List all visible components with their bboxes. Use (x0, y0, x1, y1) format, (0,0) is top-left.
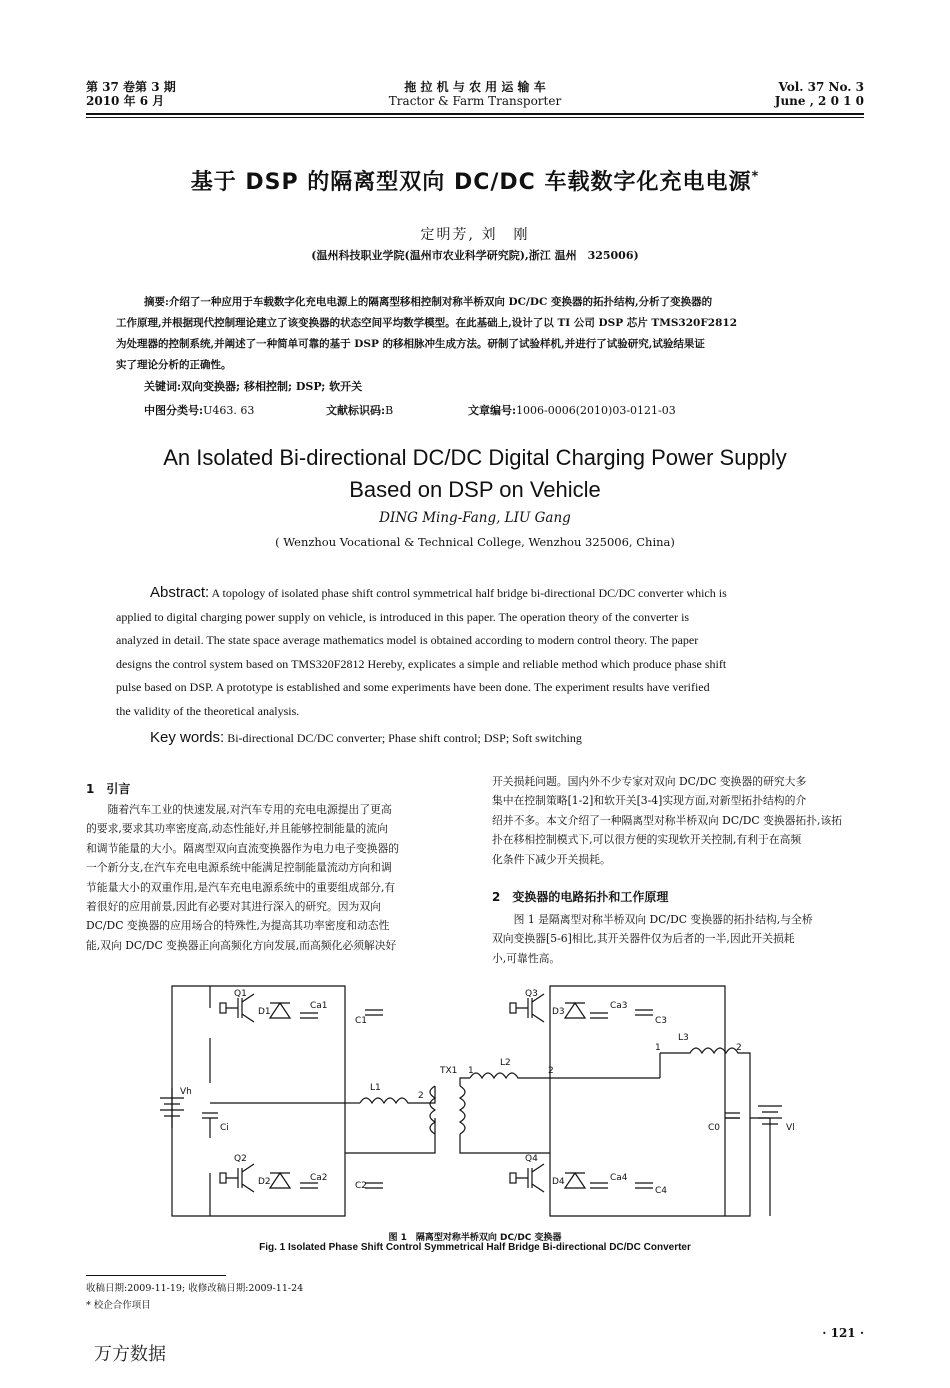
affiliation-cn: (温州科技职业学院(温州市农业科学研究院),浙江 温州 325006) (311, 249, 639, 262)
l3-coil (660, 1048, 750, 1216)
circuit-labels (180, 989, 795, 1196)
label-vh: Vh (180, 1087, 192, 1097)
label-tx1: TX1 (440, 1066, 458, 1076)
affiliation-en: ( Wenzhou Vocational & Technical College, Wenzhou 325006, China) (275, 535, 675, 549)
label-c2: C2 (355, 1181, 368, 1191)
label-d1: D1 (258, 1007, 271, 1017)
keywords-en: Key words: Bi-directional DC/DC converter; Phase shift control; DSP; Soft switching (150, 729, 582, 746)
footnote-rule (86, 1275, 226, 1276)
section-2-body: 图 1 是隔离型对称半桥双向 DC/DC 变换器的拓扑结构,与全桥 双向变换器[5-6]相比,其开关器件仅为后者的一半,因此开关损耗 小,可靠性高。 (492, 913, 813, 965)
watermark: 万方数据 (94, 1344, 166, 1365)
journal-name: 拖 拉 机 与 农 用 运 输 车 Tractor & Farm Transporter (388, 80, 562, 108)
label-ca3: Ca3 (610, 1001, 628, 1011)
abstract-en: Abstract: A topology of isolated phase shift control symmetrical half bridge bi-directional DC/DC converter which is applied to digital charging power supply on vehicle, is introduced in this paper. The operation theory of the converter is analyzed in detail. The state space average mathematics model is obtained according to modern control theory. The paper designs the control system based on TMS320F2812 Hereby, explicates a simple and reliable method which produce phase shift pulse based on DSP. A prototype is established and some experiments have been done. The experiment results have verified the validity of the theoretical analysis. (116, 584, 727, 718)
label-q3: Q3 (525, 989, 538, 999)
article-number: 文章编号:1006-0006(2010)03-0121-03 (468, 404, 676, 417)
label-d2: D2 (258, 1177, 271, 1187)
abstract-cn: 摘要:介绍了一种应用于车载数字化充电电源上的隔离型移相控制对称半桥双向 DC/DC 变换器的拓扑结构,分析了变换器的 工作原理,并根据现代控制理论建立了该变换器的状态空间平均数学模型。在此基础上,设计了以 TI 公司 DSP 芯片 TMS320F2812 为处理器的控制系统,并阐述了一种简单可靠的基于 DSP 的移相脉冲生成方法。研制了试验样机,并进行了试验研究,试验结果证 实了理论分析的正确性。 (116, 296, 738, 371)
label-node-2b: 2 (548, 1066, 554, 1076)
figure-caption-cn: 图 1 隔离型对称半桥双向 DC/DC 变换器 (388, 1233, 562, 1243)
section-1-body: 随着汽车工业的快速发展,对汽车专用的充电电源提出了更高 的要求,要求其功率密度高,动态性能好,并且能够控制能量的流向 和调节能量的大小。隔离型双向直流变换器作为电力电子变换器的 一个新分支,在汽车充电电源系统中能满足控制能量流动方向和调 节能量大小的双重作用,是汽车充电电源系统中的重要组成部分,有 着很好的应用前景,因此有必要对其进行深入的研究。因为双向 DC/DC 变换器的应用场合的特殊性,为提高其功率密度和动态性 能,双向 DC/DC 变换器正向高频化方向发展,而高频化必须解决好 (86, 803, 400, 952)
keywords-cn: 关键词:双向变换器; 移相控制; DSP; 软开关 (144, 380, 363, 393)
label-l1: L1 (370, 1083, 381, 1093)
label-node-1a: 1 (468, 1066, 474, 1076)
header-rule-thin (86, 117, 864, 118)
label-vl: Vl (786, 1123, 795, 1133)
label-node-2a: 2 (418, 1091, 424, 1101)
page-title-en: An Isolated Bi-directional DC/DC Digital Charging Power Supply Based on DSP on Vehicle (163, 445, 787, 502)
class-number: 中图分类号:U463. 63 (144, 404, 255, 417)
label-node-1b: 1 (655, 1043, 661, 1053)
authors-cn: 定明芳, 刘 刚 (420, 227, 530, 243)
label-c1: C1 (355, 1016, 368, 1026)
label-q2: Q2 (234, 1154, 247, 1164)
authors-en: DING Ming-Fang, LIU Gang (379, 510, 571, 526)
footnotes: 收稿日期:2009-11-19; 收修改稿日期:2009-11-24 * 校企合作项目 (86, 1283, 304, 1311)
label-ci: Ci (220, 1123, 229, 1133)
label-q4: Q4 (525, 1154, 538, 1164)
label-d4: D4 (552, 1177, 565, 1187)
intro-continued: 开关损耗问题。国内外不少专家对双向 DC/DC 变换器的研究大多 集中在控制策略[1-2]和软开关[3-4]实现方面,对新型拓扑结构的介 绍并不多。本文介绍了一种隔离型对称半桥双向 DC/DC 变换器拓扑,该拓 扑在移相控制模式下,可以很方便的实现软开关控制,有利于在高频 化条件下减少开关损耗。 (492, 775, 843, 866)
label-ca1: Ca1 (310, 1001, 328, 1011)
abstract-en-label: Abstract (150, 584, 206, 601)
label-c0: C0 (708, 1123, 721, 1133)
label-d3: D3 (552, 1007, 565, 1017)
tx-secondary (460, 1086, 465, 1134)
section-2-heading: 2 变换器的电路拓扑和工作原理 (492, 890, 669, 904)
converter-circuit-diagram (150, 978, 800, 1228)
label-l2: L2 (500, 1058, 511, 1068)
label-q1: Q1 (234, 989, 247, 999)
tx-primary (430, 1086, 435, 1134)
journal-issue-cn: 第 37 卷第 3 期 2010 年 6 月 (86, 80, 176, 108)
figure-caption-en: Fig. 1 Isolated Phase Shift Control Symmetrical Half Bridge Bi-directional DC/DC Converter (259, 1242, 691, 1253)
page-number: · 121 · (822, 1326, 864, 1340)
section-1-heading: 1 引言 (86, 782, 131, 796)
abstract-cn-label: 摘要: (144, 296, 169, 308)
label-c4: C4 (655, 1186, 668, 1196)
journal-issue-en: Vol. 37 No. 3 June , 2 0 1 0 (774, 80, 864, 108)
label-ca2: Ca2 (310, 1173, 328, 1183)
right-bridge-wires (550, 986, 725, 1216)
l2-coil (470, 1073, 550, 1078)
label-l3: L3 (678, 1033, 689, 1043)
header-rule-thick (86, 113, 864, 115)
document-code: 文献标识码:B (326, 404, 394, 417)
page-title-cn: 基于 DSP 的隔离型双向 DC/DC 车载数字化充电电源* (190, 169, 760, 195)
label-c3: C3 (655, 1016, 668, 1026)
label-ca4: Ca4 (610, 1173, 628, 1183)
label-node-2c: 2 (736, 1043, 742, 1053)
